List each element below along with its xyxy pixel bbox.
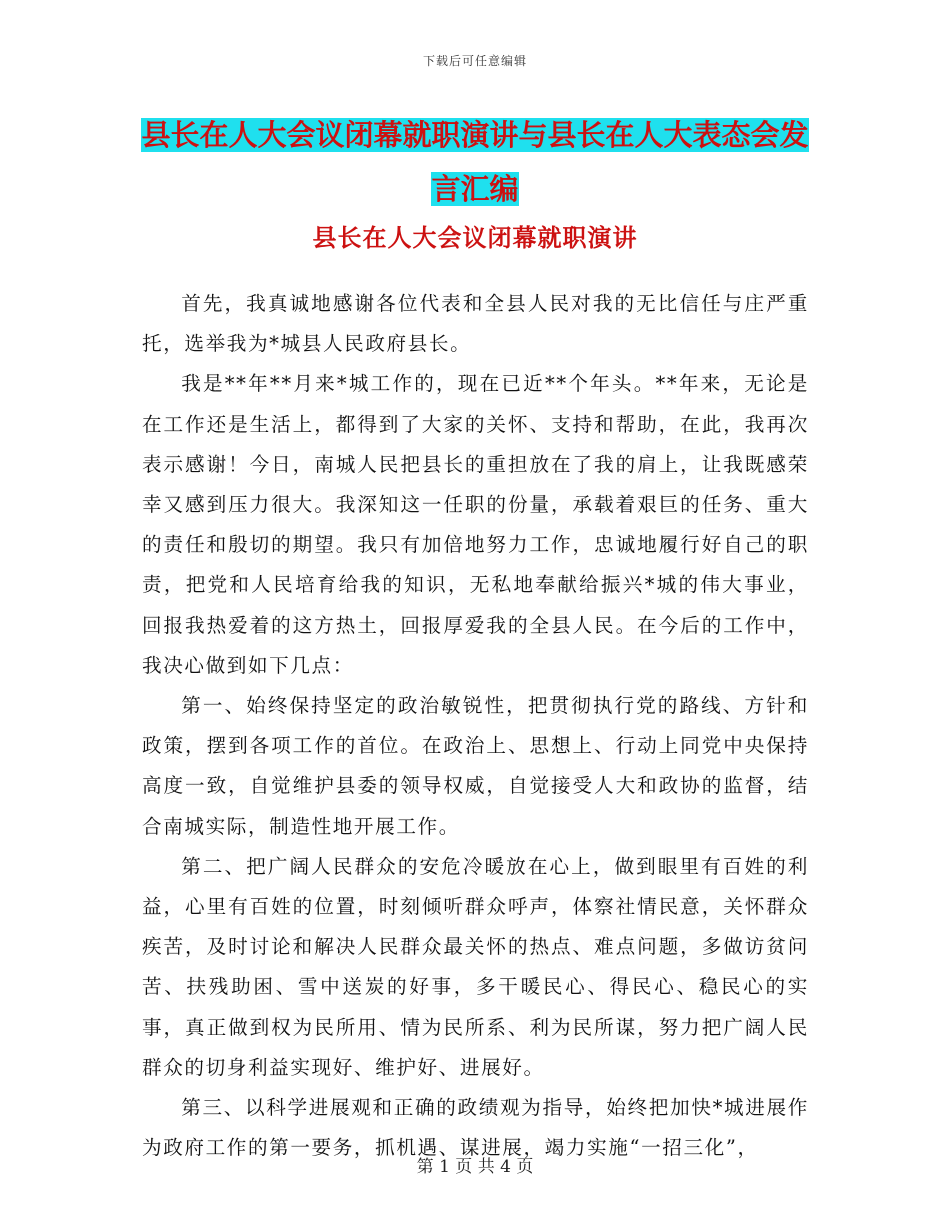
paragraph: 首先，我真诚地感谢各位代表和全县人民对我的无比信任与庄严重托，选举我为*城县人民政府县长。 [142,292,809,356]
section-title: 县长在人大会议闭幕就职演讲 [312,223,638,252]
document-title-text: 县长在人大会议闭幕就职演讲与县长在人大表态会发言汇编 [141,118,809,206]
page-number-footer: 第 1 页 共 4 页 [416,1157,534,1177]
document-title [140,108,810,216]
header-note: 下载后可任意编辑 [422,54,527,68]
paragraph: 第三、以科学进展观和正确的政绩观为指导，始终把加快*城进展作为政府工作的第一要务，抓机遇、谋进展，竭力实施“一招三化”， [142,1096,809,1160]
paragraph: 第二、把广阔人民群众的安危冷暖放在心上，做到眼里有百姓的利益，心里有百姓的位置，时刻倾听群众呼声，体察社情民意，关怀群众疾苦，及时讨论和解决人民群众最关怀的热点、难点问题，多做访贫问苦、扶残助困、雪中送炭的好事，多干暖民心、得民心、稳民心的实事，真正做到权为民所用、情为民所系、利为民所谋，努力把广阔人民群众的切身利益实现好、维护好、进展好。 [142,854,809,1079]
paragraph: 第一、始终保持坚定的政治敏锐性，把贯彻执行党的路线、方针和政策，摆到各项工作的首位。在政治上、思想上、行动上同党中央保持高度一致，自觉维护县委的领导权威，自觉接受人大和政协的监督，结合南城实际，制造性地开展工作。 [142,694,809,838]
document-body [142,284,809,1168]
paragraph: 我是**年**月来*城工作的，现在已近**个年头。**年来，无论是在工作还是生活上，都得到了大家的关怀、支持和帮助，在此，我再次表示感谢！今日，南城人民把县长的重担放在了我的肩上，让我既感荣幸又感到压力很大。我深知这一任职的份量，承载着艰巨的任务、重大的责任和殷切的期望。我只有加倍地努力工作，忠诚地履行好自己的职责，把党和人民培育给我的知识，无私地奉献给振兴*城的伟大事业，回报我热爱着的这方热土，回报厚爱我的全县人民。在今后的工作中，我决心做到如下几点： [142,372,809,677]
